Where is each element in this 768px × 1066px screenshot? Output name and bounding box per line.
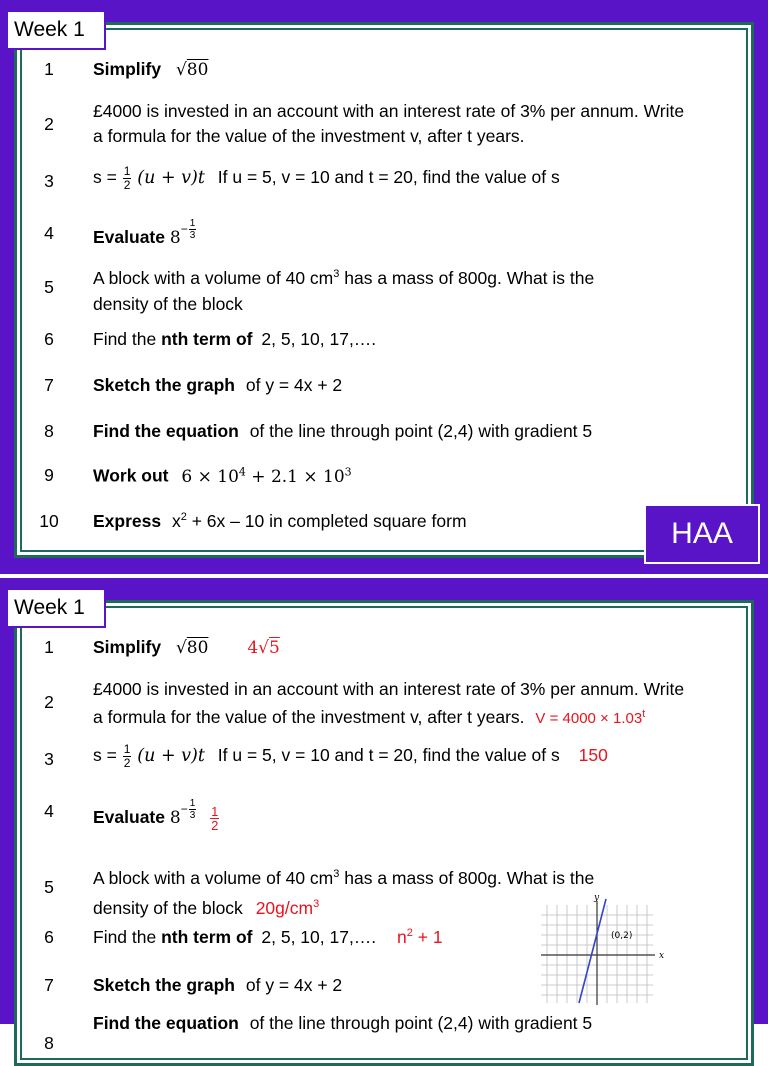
question-text-line2: a formula for the value of the investment v, after t years.: [93, 126, 525, 146]
question-label: Work out: [93, 465, 169, 486]
question-text: of y = 4x + 2: [245, 375, 343, 395]
question-text-line1: A block with a volume of 40 cm: [93, 867, 334, 888]
question-label: Find the equation: [93, 421, 239, 441]
sqrt-radicand: 80: [186, 638, 209, 658]
question-number: 6: [44, 329, 54, 349]
question-number: 3: [44, 171, 54, 191]
question-text: If u = 5, v = 10 and t = 20, find the value of s: [217, 745, 560, 766]
question-number: 10: [39, 511, 59, 531]
power-base: 8: [169, 808, 181, 829]
question-text: of the line through point (2,4) with gradient 5: [249, 1013, 593, 1033]
answer-2: $V = 4000 \times 1.03^t$: [535, 708, 646, 727]
superscript: 3: [333, 268, 340, 280]
question-text: Find the: [93, 329, 162, 349]
x-axis-label: x: [659, 951, 665, 961]
week-label: Week 1: [6, 10, 106, 50]
question-label: Evaluate: [93, 227, 165, 247]
question-number: 6: [44, 927, 54, 947]
question-text-line1b: has a mass of 800g. What is the: [339, 267, 595, 288]
question-number: 8: [44, 1033, 54, 1053]
question-text: Find the: [93, 927, 162, 947]
question-number: 7: [44, 375, 54, 395]
haa-badge: HAA: [644, 504, 760, 564]
sequence: 2, 5, 10, 17,….: [261, 927, 377, 947]
fraction-half: $\frac{1}{2}$: [123, 164, 131, 192]
question-number: 2: [44, 114, 54, 134]
question-number: 5: [44, 877, 54, 897]
question-text: of the line through point (2,4) with gradient 5: [249, 421, 593, 441]
sequence: 2, 5, 10, 17,….: [261, 329, 377, 349]
answer-3: 150: [578, 745, 608, 766]
question-text: $x^2 + 6x - 10$ in completed square form: [171, 511, 467, 531]
fraction-half: $\frac{1}{2}$: [123, 742, 131, 770]
sqrt-radicand: 80: [186, 60, 209, 80]
question-label: Find the equation: [93, 1013, 239, 1033]
question-number: 5: [44, 277, 54, 297]
question-label: Simplify: [93, 637, 162, 657]
graph-line: [579, 899, 606, 1003]
formula-lhs: s =: [93, 745, 117, 766]
question-number: 4: [44, 223, 54, 243]
question-text-line2: density of the block: [93, 897, 243, 918]
formula-lhs: s =: [93, 167, 117, 188]
answer-5: $20g/cm^3$: [255, 897, 320, 918]
question-label: nth term of: [161, 329, 253, 349]
power-base: 8: [169, 228, 181, 248]
sketch-graph: [537, 895, 667, 1007]
question-number: 9: [44, 465, 54, 485]
answer-frame: 1 Simplify √80 4√5 2 £4000 is invested in an account with an interest rate of 3% per annum. Write a formula for the value of the investment v, after t years. $V = 4000 \times 1.03^t$ 3 s = $\frac{1}{2}$ (u + v)t If u = 5, v = 10 and t = 20, find the value of s 150 4 Evaluate $8^{- \frac{1}{3}}$ $\frac{1}{2}$ 5 A block with a volume of 40 $cm^3$ has a mass of 800g. What is the density of the block $20g/cm^3$ 6 Find the nth term of 2, 5, 10, 17,…. $n^2 + 1$ 7 Sketch the graph of y = 4x + 2 8 Find the equation of the line through point (2,4) with gradient 5 x y (0,2): [14, 600, 754, 1066]
question-number: 2: [44, 692, 54, 712]
question-label: nth term of: [161, 927, 253, 947]
question-label: Sketch the graph: [93, 975, 235, 995]
question-text-line1: £4000 is invested in an account with an interest rate of 3% per annum. Write: [93, 101, 685, 121]
question-text-line1: A block with a volume of 40 cm: [93, 267, 334, 288]
question-number: 8: [44, 421, 54, 441]
question-number: 1: [44, 59, 54, 79]
question-number: 7: [44, 975, 54, 995]
question-number: 4: [44, 801, 54, 821]
power-exponent: − 1 3: [180, 218, 196, 242]
question-text-line1b: has a mass of 800g. What is the: [339, 867, 595, 888]
question-text: If u = 5, v = 10 and t = 20, find the value of s: [217, 167, 560, 188]
question-number: 1: [44, 637, 54, 657]
slide-answers: [0, 578, 768, 1053]
question-text: of y = 4x + 2: [245, 975, 343, 995]
week-label: Week 1: [6, 588, 106, 628]
answer-4: $\frac{1}{2}$: [211, 804, 219, 833]
question-text-line1: £4000 is invested in an account with an interest rate of 3% per annum. Write: [93, 679, 685, 699]
y-axis-label: y: [594, 893, 600, 903]
question-number: 3: [44, 749, 54, 769]
calculation: $6 \times 10^4 + 2.1 \times 10^3$: [181, 465, 352, 487]
question-text-line2: density of the block: [93, 293, 243, 314]
point-label: (0,2): [611, 931, 633, 941]
formula-body: (u + v)t: [137, 168, 205, 189]
answer-6: $n^2 + 1$: [397, 927, 443, 947]
question-label: Evaluate: [93, 807, 165, 828]
question-frame: 1 Simplify √80 2 £4000 is invested in an account with an interest rate of 3% per annum. Write a formula for the value of the investment v, after t years. 3 s = $\frac{1}{2}$ (u + v)t If u = 5, v = 10 and t = 20, find the value of s 4 Evaluate $8^{- \frac{1}{3}}$ 5 A block with a volume of 40 $cm^3$ has a mass of 800g. What is the density of the block 6 Find the nth term of 2, 5, 10, 17,…. 7 Sketch the graph of y = 4x + 2 8 Find the equation of the line through point (2,4) with gradient 5 9 Work out $6 \times 10^4 + 2.1 \times 10^3$ 10 Express $x^2 + 6x - 10$ in completed square form: [14, 22, 754, 558]
power-exponent: − 1 3: [180, 798, 196, 822]
answer-1: 4√5: [247, 638, 280, 658]
formula-body: (u + v)t: [137, 746, 205, 767]
superscript: 3: [333, 868, 340, 880]
question-label: Simplify: [93, 59, 162, 79]
question-label: Express: [93, 511, 162, 531]
question-label: Sketch the graph: [93, 375, 235, 395]
question-text-line2: a formula for the value of the investment v, after t years.: [93, 707, 525, 727]
